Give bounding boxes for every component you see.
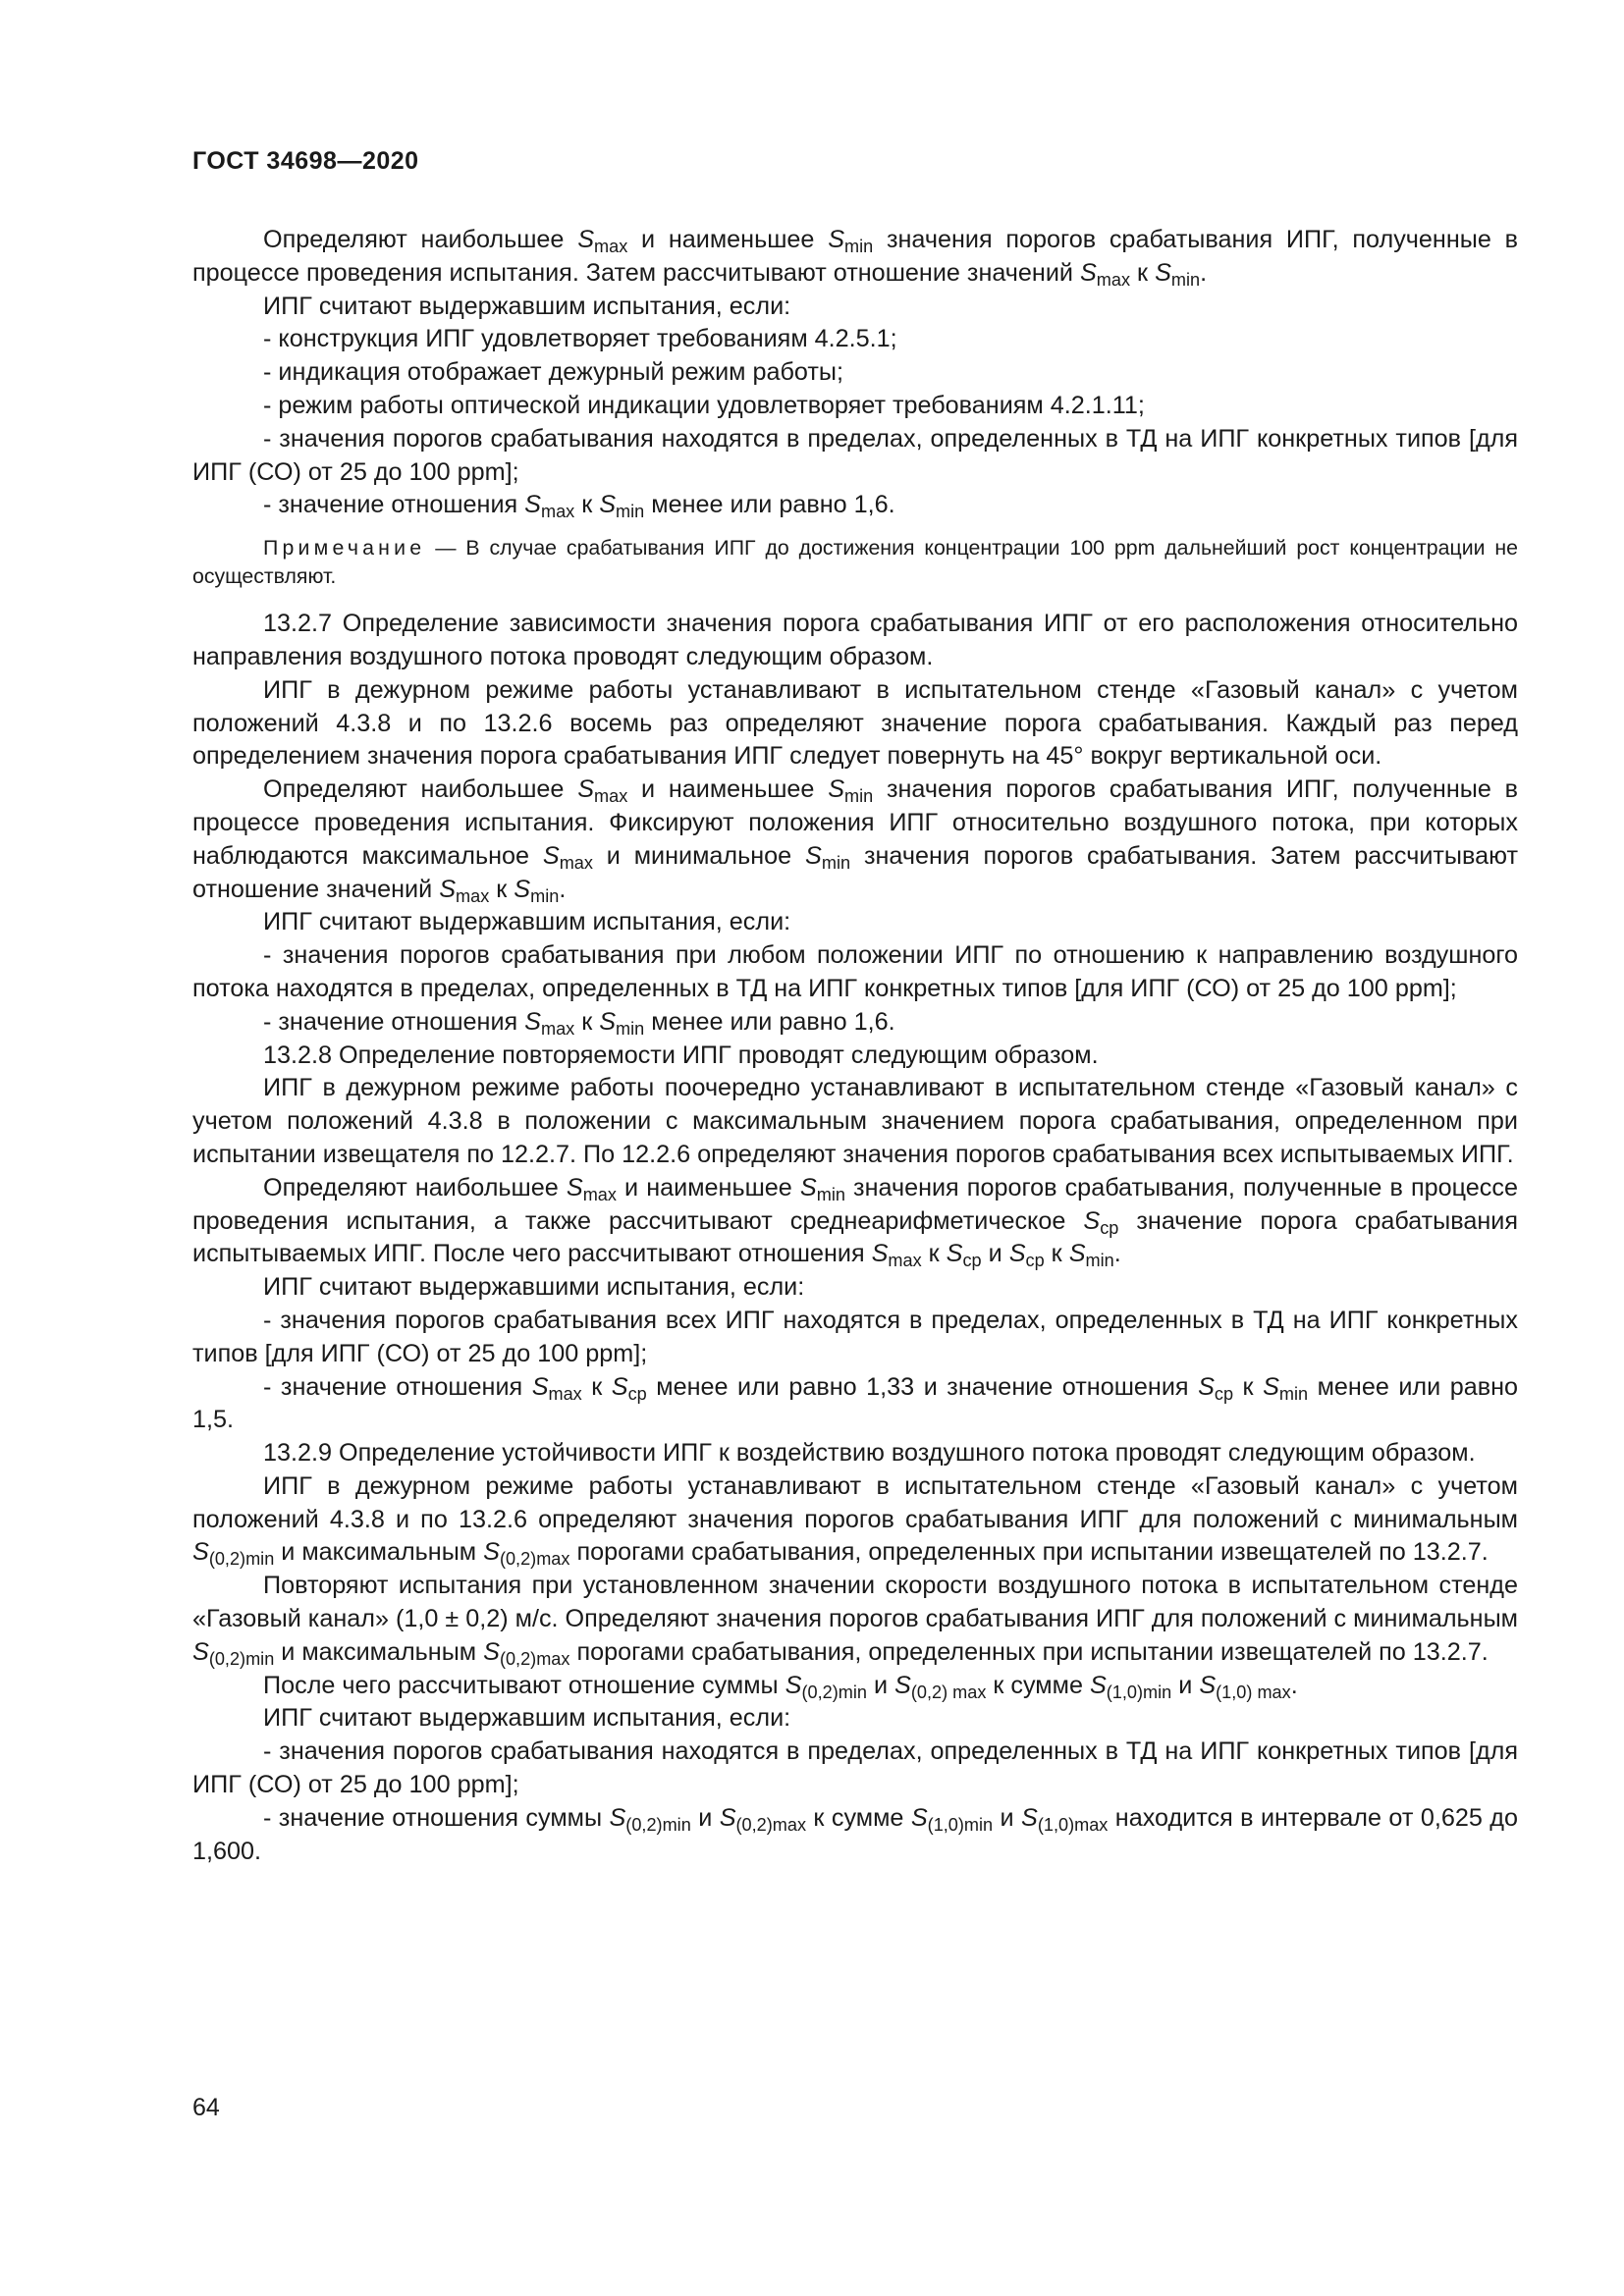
list-item: - значение отношения суммы $S_{(0,2)min}$ и $S_{(0,2)max}$ к сумме $S_{(1,0)min}$ и $S_{(1,0)max}$ находится в интервале от 0,625 до 1,600. [192, 1803, 1518, 1865]
paragraph: ИПГ считают выдержавшим испытания, если: [263, 908, 791, 936]
page-number: 64 [192, 2094, 220, 2121]
list-item: - значение отношения $S_{max}$ к $S_{min}$ менее или равно 1,6. [263, 491, 895, 522]
note-label: Примечание [263, 536, 426, 561]
note [192, 534, 1518, 591]
paragraph: После чего рассчитывают отношение суммы $S_{(0,2)min}$ и $S_{(0,2) max}$ к сумме $S_{(1,0)min}$ и $S_{(1,0) max}$. [263, 1671, 1298, 1702]
list-item: - значения порогов срабатывания находятся в пределах, определенных в ТД на ИПГ конкретных типов [для ИПГ (СО) от 25 до 100 ppm]; [192, 1737, 1518, 1799]
list-item: - конструкция ИПГ удовлетворяет требованиям 4.2.5.1; [263, 325, 897, 353]
list-item: - индикация отображает дежурный режим работы; [263, 358, 844, 387]
paragraph: Определяют наибольшее $S_{max}$ и наименьшее $S_{min}$ значения порогов срабатывания, полученные в процессе проведения испытания, а также рассчитывают среднеарифметическое $S_{ср}$ значение порога срабатывания испытываемых ИПГ. После чего рассчитывают отношения $S_{max}$ к $S_{ср}$ и $S_{ср}$ к $S_{min}$. [192, 1173, 1519, 1271]
paragraph: Определяют наибольшее $S_{max}$ и наименьшее $S_{min}$ значения порогов срабатывания ИПГ, полученные в процессе проведения испытания. Фиксируют положения ИПГ относительно воздушного потока, при которых наблюдаются максимальное $S_{max}$ и минимальное $S_{min}$ значения порогов срабатывания. Затем рассчитывают отношение значений $S_{max}$ к $S_{min}$. [192, 775, 1519, 906]
list-item: - значение отношения $S_{max}$ к $S_{ср}$ менее или равно 1,33 и значение отношения $S_{ср}$ к $S_{min}$ менее или равно 1,5. [192, 1372, 1519, 1434]
paragraph: ИПГ в дежурном режиме работы поочередно устанавливают в испытательном стенде «Газовый канал» с учетом положений 4.3.8 в положении с максимальным значением порога срабатывания, определенном при испытании извещателя по 12.2.7. По 12.2.6 определяют значения порогов срабатывания всех испытываемых ИПГ. [192, 1074, 1518, 1168]
section-13-2-9: 13.2.9 Определение устойчивости ИПГ к воздействию воздушного потока проводят следующим образом. [263, 1439, 1476, 1468]
document-body [192, 224, 1518, 1868]
list-item: - значения порогов срабатывания при любом положении ИПГ по отношению к направлению воздушного потока находятся в пределах, определенных в ТД на ИПГ конкретных типов [для ИПГ (СО) от 25 до 100 ppm]; [192, 941, 1518, 1002]
list-item: - значения порогов срабатывания всех ИПГ находятся в пределах, определенных в ТД на ИПГ конкретных типов [для ИПГ (СО) от 25 до 100 ppm]; [192, 1306, 1518, 1367]
paragraph: ИПГ считают выдержавшим испытания, если: [263, 1704, 791, 1733]
section-13-2-7: 13.2.7 Определение зависимости значения порога срабатывания ИПГ от его расположения относительно направления воздушного потока проводят следующим образом. [192, 610, 1518, 670]
list-item: - режим работы оптической индикации удовлетворяет требованиям 4.2.1.11; [263, 391, 1145, 419]
list-item: - значения порогов срабатывания находятся в пределах, определенных в ТД на ИПГ конкретных типов [для ИПГ (СО) от 25 до 100 ppm]; [192, 424, 1518, 486]
document-header: ГОСТ 34698—2020 [192, 147, 419, 175]
paragraph: ИПГ считают выдержавшим испытания, если: [263, 292, 791, 320]
paragraph: Повторяют испытания при установленном значении скорости воздушного потока в испытательном стенде «Газовый канал» (1,0 ± 0,2) м/с. Определяют значения порогов срабатывания ИПГ для положений с минимальным $S_{(0,2)min}$ и максимальным $S_{(0,2)max}$ порогами срабатывания, определенных при испытании извещателей по 13.2.7. [192, 1572, 1518, 1669]
paragraph: Определяют наибольшее $S_{max}$ и наименьшее $S_{min}$ значения порогов срабатывания ИПГ, полученные в процессе проведения испытания. Затем рассчитывают отношение значений $S_{max}$ к $S_{min}$. [192, 226, 1518, 290]
paragraph: ИПГ в дежурном режиме работы устанавливают в испытательном стенде «Газовый канал» с учетом положений 4.3.8 и по 13.2.6 определяют значения порогов срабатывания ИПГ для положений с минимальным $S_{(0,2)min}$ и максимальным $S_{(0,2)max}$ порогами срабатывания, определенных при испытании извещателей по 13.2.7. [192, 1471, 1518, 1570]
list-item: - значение отношения $S_{max}$ к $S_{min}$ менее или равно 1,6. [263, 1007, 895, 1039]
section-13-2-8: 13.2.8 Определение повторяемости ИПГ проводят следующим образом. [263, 1041, 1099, 1069]
paragraph: ИПГ в дежурном режиме работы устанавливают в испытательном стенде «Газовый канал» с учетом положений 4.3.8 и по 13.2.6 восемь раз определяют значение порога срабатывания. Каждый раз перед определением значения порога срабатывания ИПГ следует повернуть на 45° вокруг вертикальной оси. [192, 675, 1518, 771]
note-text: — В случае срабатывания ИПГ до достижения концентрации 100 ppm дальнейший рост концентрации не осуществляют. [192, 536, 1518, 589]
paragraph: ИПГ считают выдержавшими испытания, если: [263, 1273, 805, 1302]
